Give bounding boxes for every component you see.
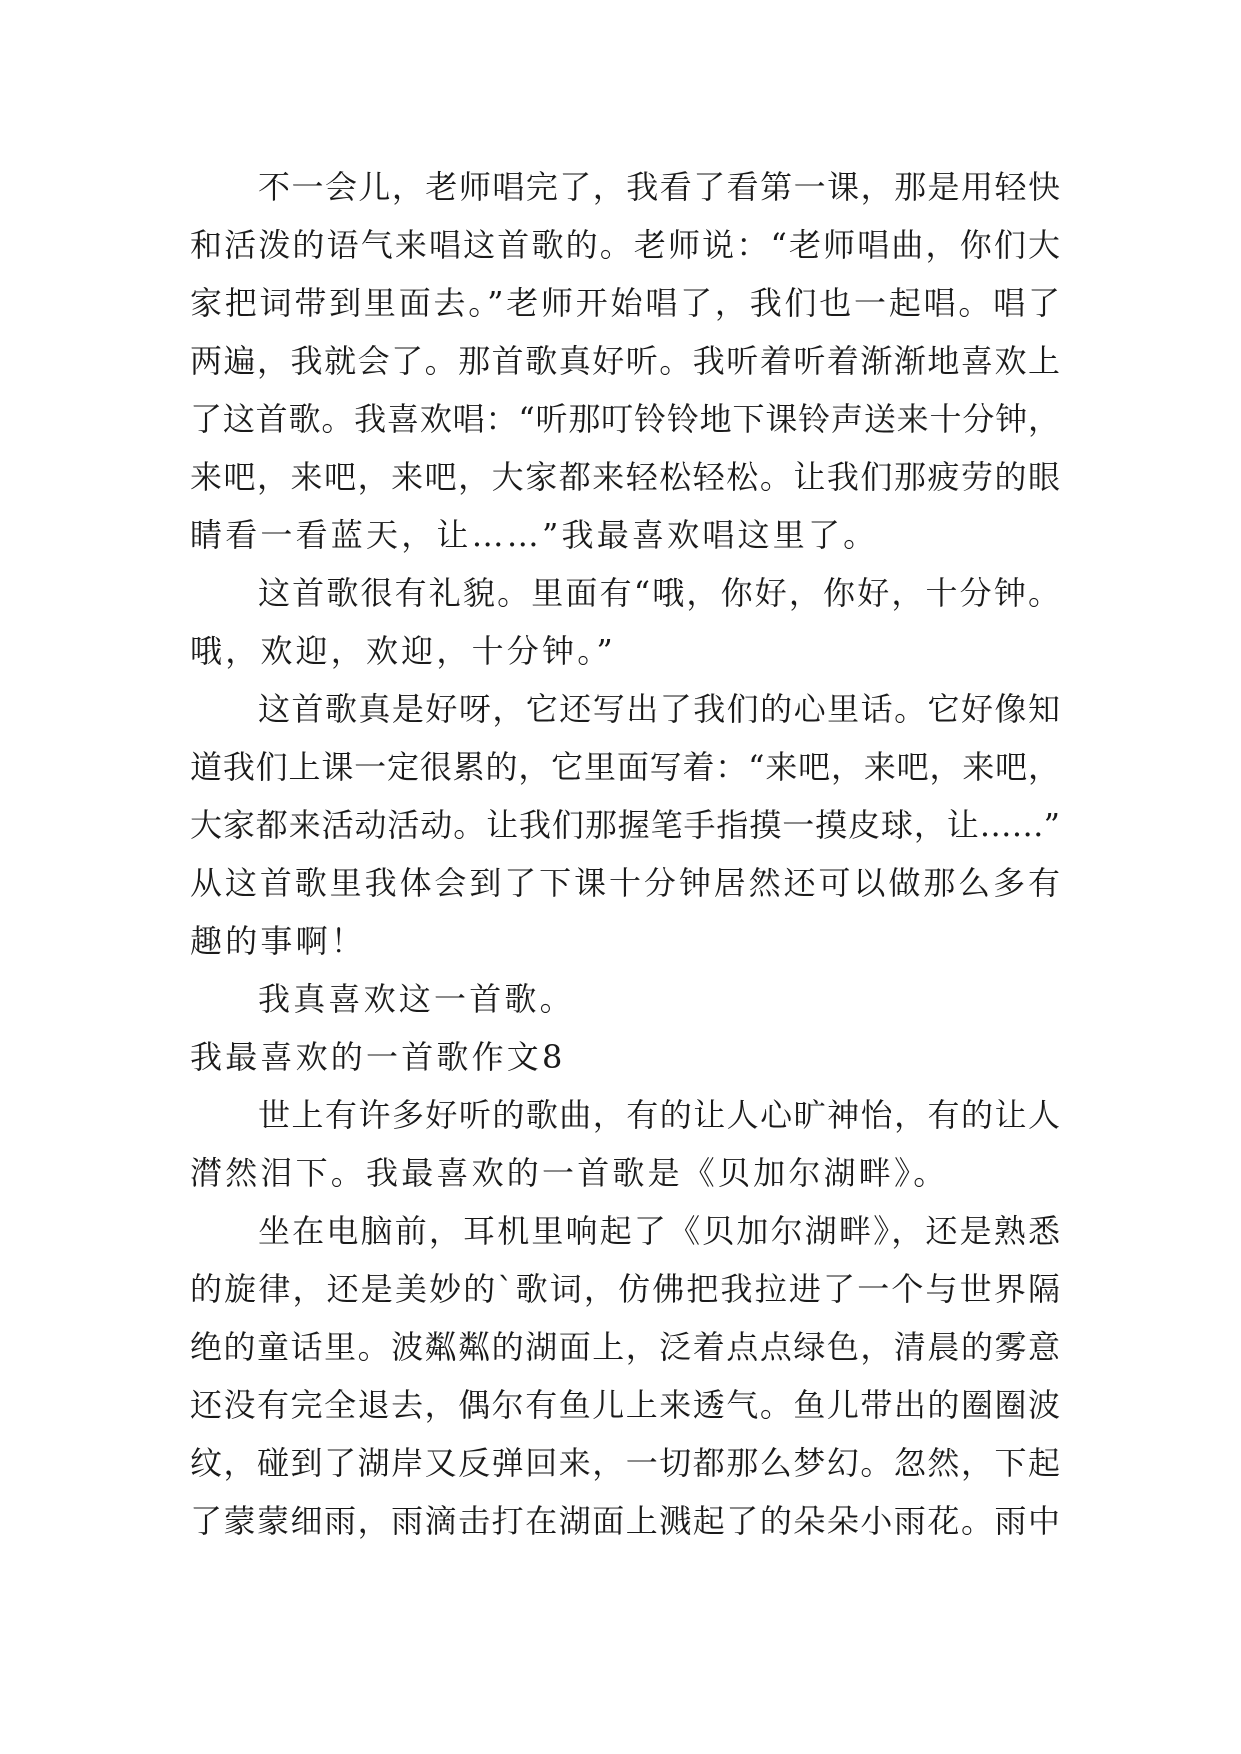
text-line: 家把词带到里面去。”老师开始唱了，我们也一起唱。唱了 [190,284,1060,322]
text-line: 绝的童话里。波粼粼的湖面上，泛着点点绿色，清晨的雾意 [190,1328,1060,1366]
text-line: 和活泼的语气来唱这首歌的。老师说：“老师唱曲，你们大 [190,226,1060,264]
text-line: 我真喜欢这一首歌。 [258,980,575,1018]
text-line: 从这首歌里我体会到了下课十分钟居然还可以做那么多有 [190,864,1060,902]
text-line: 了蒙蒙细雨，雨滴击打在湖面上溅起了的朵朵小雨花。雨中 [190,1502,1060,1540]
text-line: 趣的事啊！ [190,922,367,960]
text-line: 哦，欢迎，欢迎，十分钟。” [190,632,616,670]
document-page [190,158,1060,1550]
text-line: 世上有许多好听的歌曲，有的让人心旷神怡，有的让人 [258,1096,1060,1134]
text-line: 纹，碰到了湖岸又反弹回来，一切都那么梦幻。忽然，下起 [190,1444,1060,1482]
text-line: 了这首歌。我喜欢唱：“听那叮铃铃地下课铃声送来十分钟， [190,400,1060,438]
text-line: 道我们上课一定很累的，它里面写着：“来吧，来吧，来吧， [190,748,1060,786]
text-line: 潸然泪下。我最喜欢的一首歌是《贝加尔湖畔》。 [190,1154,949,1192]
text-line: 的旋律，还是美妙的`歌词，仿佛把我拉进了一个与世界隔 [190,1270,1060,1308]
text-line: 我最喜欢的一首歌作文8 [190,1038,566,1076]
text-line: 不一会儿，老师唱完了，我看了看第一课，那是用轻快 [258,168,1060,206]
text-line: 两遍，我就会了。那首歌真好听。我听着听着渐渐地喜欢上 [190,342,1060,380]
text-line: 大家都来活动活动。让我们那握笔手指摸一摸皮球，让……” [190,806,1060,844]
text-line: 坐在电脑前，耳机里响起了《贝加尔湖畔》，还是熟悉 [258,1212,1060,1250]
text-line: 这首歌真是好呀，它还写出了我们的心里话。它好像知 [258,690,1060,728]
text-line: 这首歌很有礼貌。里面有“哦，你好，你好，十分钟。 [258,574,1060,612]
text-line: 还没有完全退去，偶尔有鱼儿上来透气。鱼儿带出的圈圈波 [190,1386,1060,1424]
text-line: 睛看一看蓝天，让……”我最喜欢唱这里了。 [190,516,879,554]
text-line: 来吧，来吧，来吧，大家都来轻松轻松。让我们那疲劳的眼 [190,458,1060,496]
